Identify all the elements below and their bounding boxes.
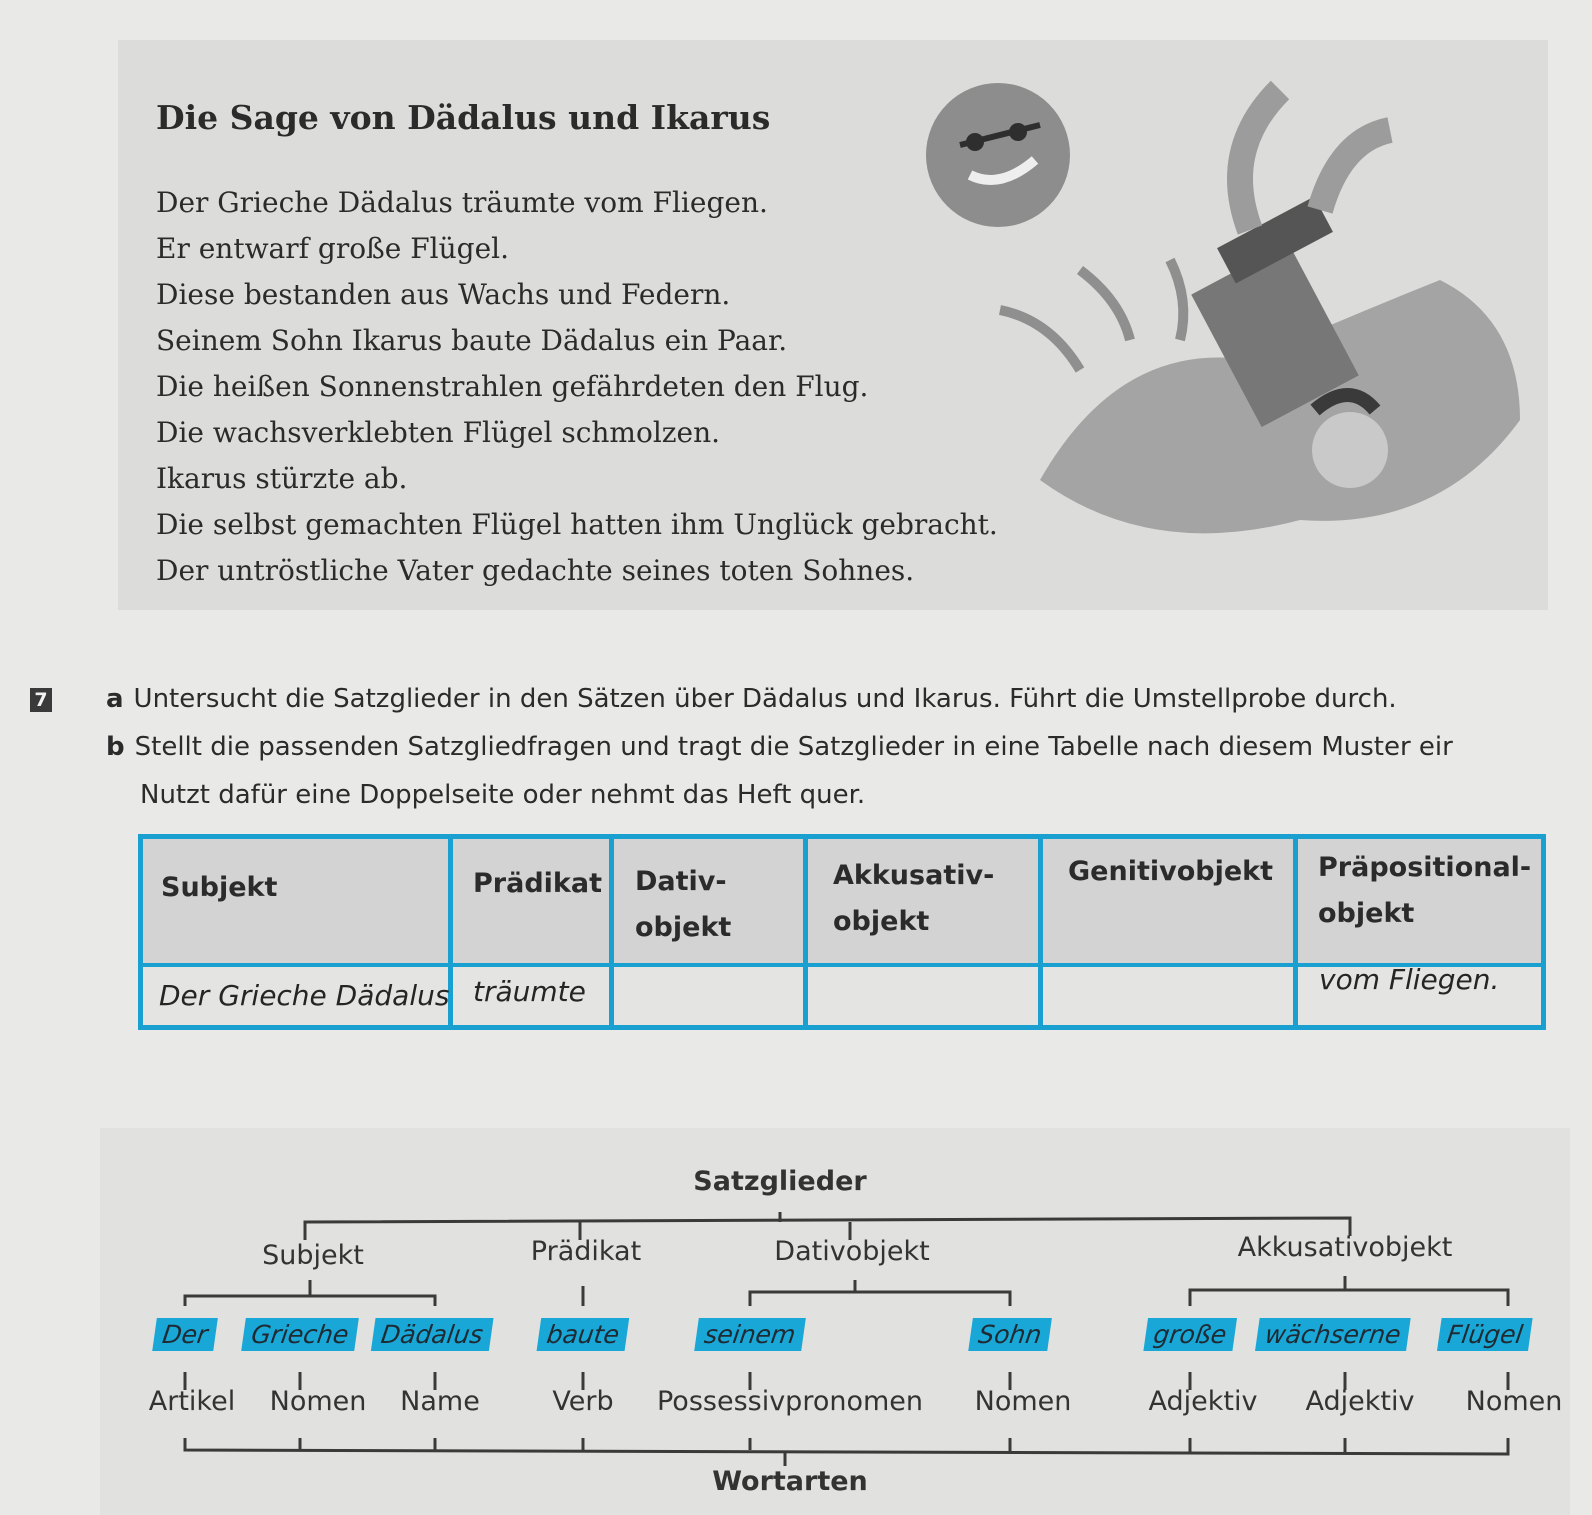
task-a-label: a	[106, 684, 124, 714]
wortart-nomen: Nomen	[974, 1386, 1072, 1417]
wortart-name: Name	[400, 1386, 480, 1417]
sun-icon	[926, 83, 1070, 227]
story-line: Die selbst gemachten Flügel hatten ihm Unglück gebracht.	[156, 508, 998, 541]
story-line: Die heißen Sonnenstrahlen gefährdeten den Flug.	[156, 370, 869, 403]
word-seinem: seinem	[694, 1318, 806, 1351]
diagram-root: Satzglieder	[693, 1166, 867, 1197]
story-line: Der untröstliche Vater gedachte seines toten Sohnes.	[156, 554, 915, 587]
example-table	[138, 834, 1546, 1030]
task-a	[106, 684, 1397, 714]
word-sohn: Sohn	[968, 1318, 1051, 1351]
group-praedikat: Prädikat	[530, 1236, 642, 1267]
story-text	[156, 180, 998, 594]
wortart-possessivpronomen: Possessivpronomen	[656, 1386, 924, 1417]
story-line: Diese bestanden aus Wachs und Federn.	[156, 278, 731, 311]
story-line: Seinem Sohn Ikarus baute Dädalus ein Paar.	[156, 324, 788, 357]
task-b-cont: Nutzt dafür eine Doppelseite oder nehmt das Heft quer.	[140, 780, 866, 810]
table-header-subjekt: Subjekt	[161, 872, 278, 903]
word-der: Der	[152, 1318, 218, 1351]
table-cell-praedikat: träumte	[473, 975, 586, 1008]
table-header-praedikat: Prädikat	[473, 868, 602, 899]
table-cell-praepositional: vom Fliegen.	[1319, 963, 1500, 996]
wortart-artikel: Artikel	[148, 1386, 236, 1417]
table-header-praepositional: Präpositional- objekt	[1318, 852, 1532, 929]
group-subjekt: Subjekt	[262, 1240, 364, 1271]
col-divider	[1038, 839, 1043, 1025]
story-line: Ikarus stürzte ab.	[156, 462, 408, 495]
col-divider	[609, 839, 614, 1025]
task-b-text: Stellt die passenden Satzgliedfragen und tragt die Satzglieder in eine Tabelle nach diesem Muster eir	[134, 732, 1453, 762]
diagram-bottom-label: Wortarten	[712, 1466, 868, 1497]
story-line: Er entwarf große Flügel.	[156, 232, 509, 265]
word-daedalus: Dädalus	[371, 1318, 493, 1351]
wortart-nomen: Nomen	[269, 1386, 367, 1417]
task-a-text: Untersucht die Satzglieder in den Sätzen über Dädalus und Ikarus. Führt die Umstellprobe durch.	[133, 684, 1397, 714]
col-divider	[1293, 839, 1298, 1025]
group-akkusativobjekt: Akkusativobjekt	[1237, 1232, 1453, 1263]
task-b-label: b	[106, 732, 125, 762]
story-line: Der Grieche Dädalus träumte vom Fliegen.	[156, 186, 768, 219]
word-grieche: Grieche	[241, 1318, 359, 1351]
wortart-verb: Verb	[552, 1386, 614, 1417]
table-cell-subjekt: Der Grieche Dädalus	[159, 979, 450, 1012]
word-baute: baute	[537, 1318, 630, 1351]
story-title: Die Sage von Dädalus und Ikarus	[156, 98, 771, 137]
group-dativobjekt: Dativobjekt	[774, 1236, 930, 1267]
col-divider	[803, 839, 808, 1025]
wortart-adjektiv: Adjektiv	[1305, 1386, 1415, 1417]
table-header-dativ: Dativ- objekt	[635, 866, 732, 943]
falling-ikarus-illustration	[920, 60, 1540, 580]
word-fluegel: Flügel	[1437, 1318, 1533, 1351]
word-grosse: große	[1143, 1318, 1236, 1351]
word-waechserne: wächserne	[1255, 1318, 1411, 1351]
wortart-nomen: Nomen	[1465, 1386, 1563, 1417]
task-number: 7	[30, 688, 52, 712]
table-header-akkusativ: Akkusativ- objekt	[833, 860, 995, 937]
task-b	[106, 732, 1453, 762]
wortart-adjektiv: Adjektiv	[1148, 1386, 1258, 1417]
story-line: Die wachsverklebten Flügel schmolzen.	[156, 416, 721, 449]
table-header-genitiv: Genitivobjekt	[1068, 856, 1274, 887]
